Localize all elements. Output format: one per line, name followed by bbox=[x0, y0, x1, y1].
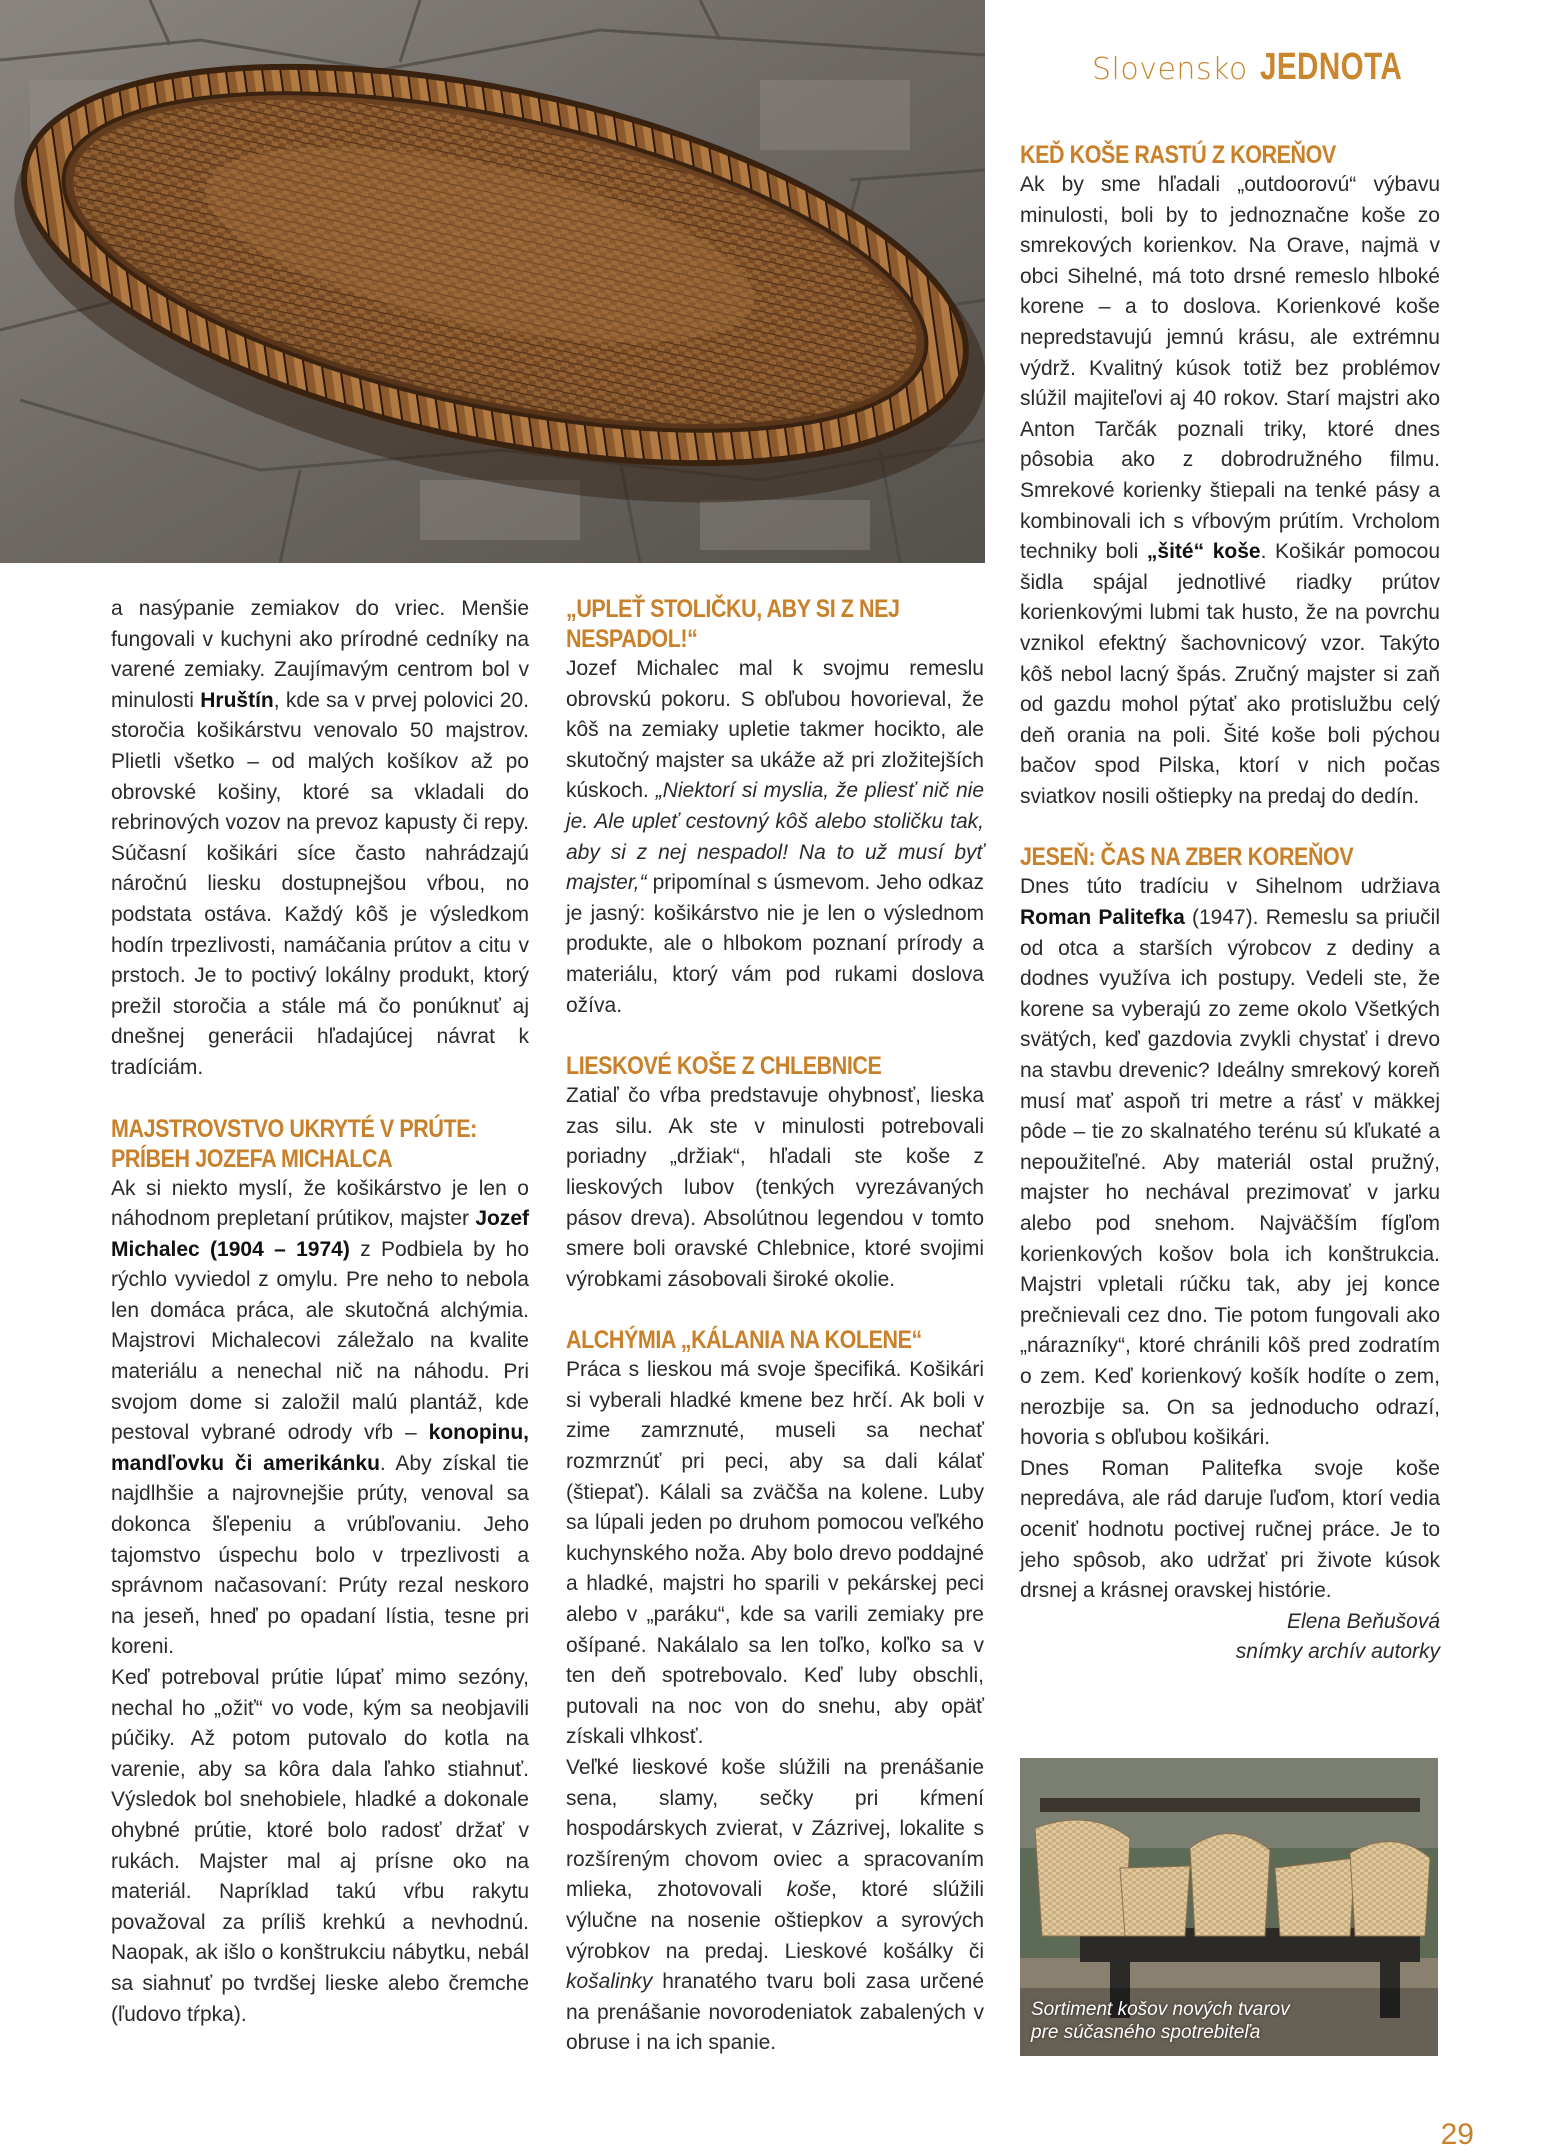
column-1 bbox=[111, 594, 529, 2030]
magazine-brand bbox=[1092, 46, 1442, 89]
paragraph: Zatiaľ čo vŕba predstavuje ohybnosť, lieska zas silu. Ak ste v minulosti potrebovali poriadny „držiak“, hľadali ste koše z lieskových lubov (tenkých vyrezávaných pásov dreva). Absolútnou legendou v tomto smere boli oravské Chlebnice, ktoré svojimi výrobkami zásobovali široké okolie. bbox=[566, 1084, 984, 1291]
section-heading: „UPLEŤ STOLIČKU, ABY SI Z NEJ NESPADOL!“ bbox=[566, 595, 900, 653]
section-heading: ALCHÝMIA „KÁLANIA NA KOLENE“ bbox=[566, 1326, 922, 1355]
paragraph: Keď potreboval prútie lúpať mimo sezóny, nechal ho „ožiť“ vo vode, kým sa neobjavili púčiky. Až potom putovalo do kotla na varenie, aby sa kôra dala ľahko stiahnuť. Výsledok bol snehobiele, hladké a dokonale ohybné prútie, ktoré bolo radosť držať v rukách. Majster mal aj prísne oko na materiál. Napríklad takú vŕbu rakytu považoval za príliš krehkú a nevhodnú. Naopak, ak išlo o konštrukciu nábytku, nebál sa siahnuť po tvrdšej lieske alebo čremche (ľudovo tŕpka). bbox=[111, 1666, 529, 2026]
paragraph: Dnes Roman Palitefka svoje koše nepredáva, ale rád daruje ľuďom, ktorí vedia oceniť hodnotu poctivej ručnej práce. Je to jeho spôsob, ako udržať pri živote kúsok drsnej a krásnej oravskej histórie. bbox=[1020, 1456, 1440, 1603]
section-heading: LIESKOVÉ KOŠE Z CHLEBNICE bbox=[566, 1052, 882, 1081]
paragraph: Ak si niekto myslí, že košikárstvo je len o náhodnom prepletaní prútikov, majster Jozef Michalec (1904 – 1974) z Podbiela by ho rýchlo vyviedol z omylu. Pre neho to nebola len domáca práca, ale skutočná alchýmia. Majstrovi Michalecovi záležalo na kvalite materiálu a nenechal nič na náhodu. Pri svojom dome si založil malú plantáž, kde pestoval vybrané odrody vŕb – konopinu, mandľovku či amerikánku. Aby získal tie najdlhšie a najrovnejšie prúty, venoval sa dokonca šľepeniu a vrúbľovaniu. Jeho tajomstvo úspechu bolo v trpezlivosti a správnom načasovaní: Prúty rezal neskoro na jeseň, hneď po opadaní lístia, tesne pri koreni. bbox=[111, 1176, 529, 1659]
page-number: 29 bbox=[1440, 2118, 1474, 2151]
author-name: Elena Beňušová bbox=[1287, 1609, 1440, 1633]
paragraph: Práca s lieskou má svoje špecifiká. Košikári si vyberali hladké kmene bez hrčí. Ak boli v zime zamrznuté, museli sa nechať rozmrznúť pri peci, aby sa dali kálať (štiepať). Kálali sa zväčša na kolene. Luby sa lúpali jeden po druhom pomocou veľkého kuchynského noža. Aby bolo drevo poddajné a hladké, majstri ho sparili v pekárskej peci alebo v „paráku“, kde sa varili zemiaky pre ošípané. Nakálalo sa len toľko, koľko sa v ten deň spotrebovalo. Keď luby obschli, putovali na noc von do snehu, aby opäť získali vlhkosť. bbox=[566, 1358, 984, 1749]
woven-root-basket-photo bbox=[0, 0, 985, 563]
paragraph: a nasýpanie zemiakov do vriec. Menšie fungovali v kuchyni ako prírodné cedníky na varené zemiaky. Zaujímavým centrom bol v minulosti Hruštín, kde sa v prvej polovici 20. storočia košikárstvu venovalo 50 majstrov. Plietli všetko – od malých košíkov až po obrovské košiny, ktoré sa vkladali do rebrinových vozov na prevoz kapusty či repy. Súčasní košikári síce často nahrádzajú náročnú liesku dostupnejšou vŕbou, no podstata ostáva. Každý kôš je výsledkom hodín trpezlivosti, namáčania prútov a citu v prstoch. Je to poctivý lokálny produkt, ktorý prežil storočia a stále má čo ponúknuť aj dnešnej generácii hľadajúcej návrat k tradíciám. bbox=[111, 597, 529, 1079]
paragraph: Dnes túto tradíciu v Sihelnom udržiava Roman Palitefka (1947). Remeslu sa priučil od otca a starších výrobcov z dediny a dodnes využíva ich postupy. Vedeli ste, že korene sa vyberajú zo zeme okolo Všetkých svätých, keď gazdovia zvykli chystať i drevo na stavbu drevenic? Ideálny smrekový koreň musí mať aspoň tri metre a rásť v mäkkej pôde – tie zo skalnatého terénu sú kľukaté a nepoužiteľné. Aby materiál ostal pružný, majster ho nechával prezimovať v jarku alebo pod snehom. Najväčším fígľom korienkových košov bola ich konštrukcia. Majstri vpletali rúčku tak, aby jej konce prečnievali cez dno. Tie potom fungovali ako „nárazníky“, ktoré chránili kôš pred zodratím o zem. Keď korienkový košík hodíte o zem, nerozbije sa. On sa jednoducho odrazí, hovoria s obľubou košikári. bbox=[1020, 875, 1441, 1450]
section-heading: KEĎ KOŠE RASTÚ Z KOREŇOV bbox=[1020, 141, 1336, 169]
column-2 bbox=[566, 594, 984, 2059]
column-3 bbox=[1020, 140, 1440, 1667]
section-heading: MAJSTROVSTVO UKRYTÉ V PRÚTE: PRÍBEH JOZEFA MICHALCA bbox=[111, 1114, 477, 1173]
brand-script: Slovensko bbox=[1091, 52, 1248, 87]
paragraph: Ak by sme hľadali „outdoorovú“ výbavu minulosti, boli by to jednoznačne koše zo smrekových korienkov. Na Orave, najmä v obci Sihelné, má toto drsné remeslo hlboké korene – a to doslova. Korienkové koše nepredstavujú jemnú krásu, ale extrémnu výdrž. Kvalitný kúsok totiž bez problémov slúžil majiteľovi aj 40 rokov. Starí majstri ako Anton Tarčák poznali triky, ktoré dnes pôsobia ako z dobrodružného filmu. Smrekové korienky štiepali na tenké pásy a kombinovali ich s vŕbovým prútím. Vrcholom techniky boli „šité“ koše. Košikár pomocou šidla spájal jednotlivé riadky prútov korienkovými lubmi tak husto, že na povrchu vznikol efektný šachovnicový vzor. Takýto kôš nebol lacný špás. Zručný majster si zaň od gazdu mohol pýtať ako protislužbu celý deň orania na poli. Šité koše boli pýchou bačov spod Pilska, ktorí v nich počas sviatkov nosili oštiepky na predaj do dedín. bbox=[1020, 173, 1441, 808]
paragraph: Jozef Michalec mal k svojmu remeslu obrovskú pokoru. S obľubou hovorieval, že kôš na zemiaky upletie takmer hocikto, ale skutočný majster sa ukáže až pri zložitejších kúskoch. „Niektorí si myslia, že pliesť nič nie je. Ale upleť cestovný kôš alebo stoličku tak, aby si z nej nespadol! Na to už musí byť majster,“ pripomínal s úsmevom. Jeho odkaz je jasný: košikárstvo nie je len o výslednom produkte, ale o hlbokom poznaní prírody a materiálu, ktorý vám pod rukami doslova ožíva. bbox=[566, 657, 984, 1017]
photo-credit: snímky archív autorky bbox=[1235, 1639, 1440, 1663]
section-heading: JESEŇ: ČAS NA ZBER KOREŇOV bbox=[1020, 843, 1354, 872]
brand-bold: JEDNOTA bbox=[1259, 46, 1402, 88]
paragraph: Veľké lieskové koše slúžili na prenášanie sena, slamy, sečky pri kŕmení hospodárskych zvierat, v Zázrivej, lokalite s rozšíreným chovom oviec a spracovaním mlieka, zhotovovali koše, ktoré slúžili výlučne na nosenie oštiepkov a syrových výrobkov na predaj. Lieskové košálky či košalinky hranatého tvaru boli zasa určené na prenášanie novorodeniatok zabalených v obruse i na ich spanie. bbox=[566, 1756, 984, 2055]
photo-caption: Sortiment košov nových tvarov pre súčasného spotrebiteľa bbox=[1031, 1999, 1290, 2043]
